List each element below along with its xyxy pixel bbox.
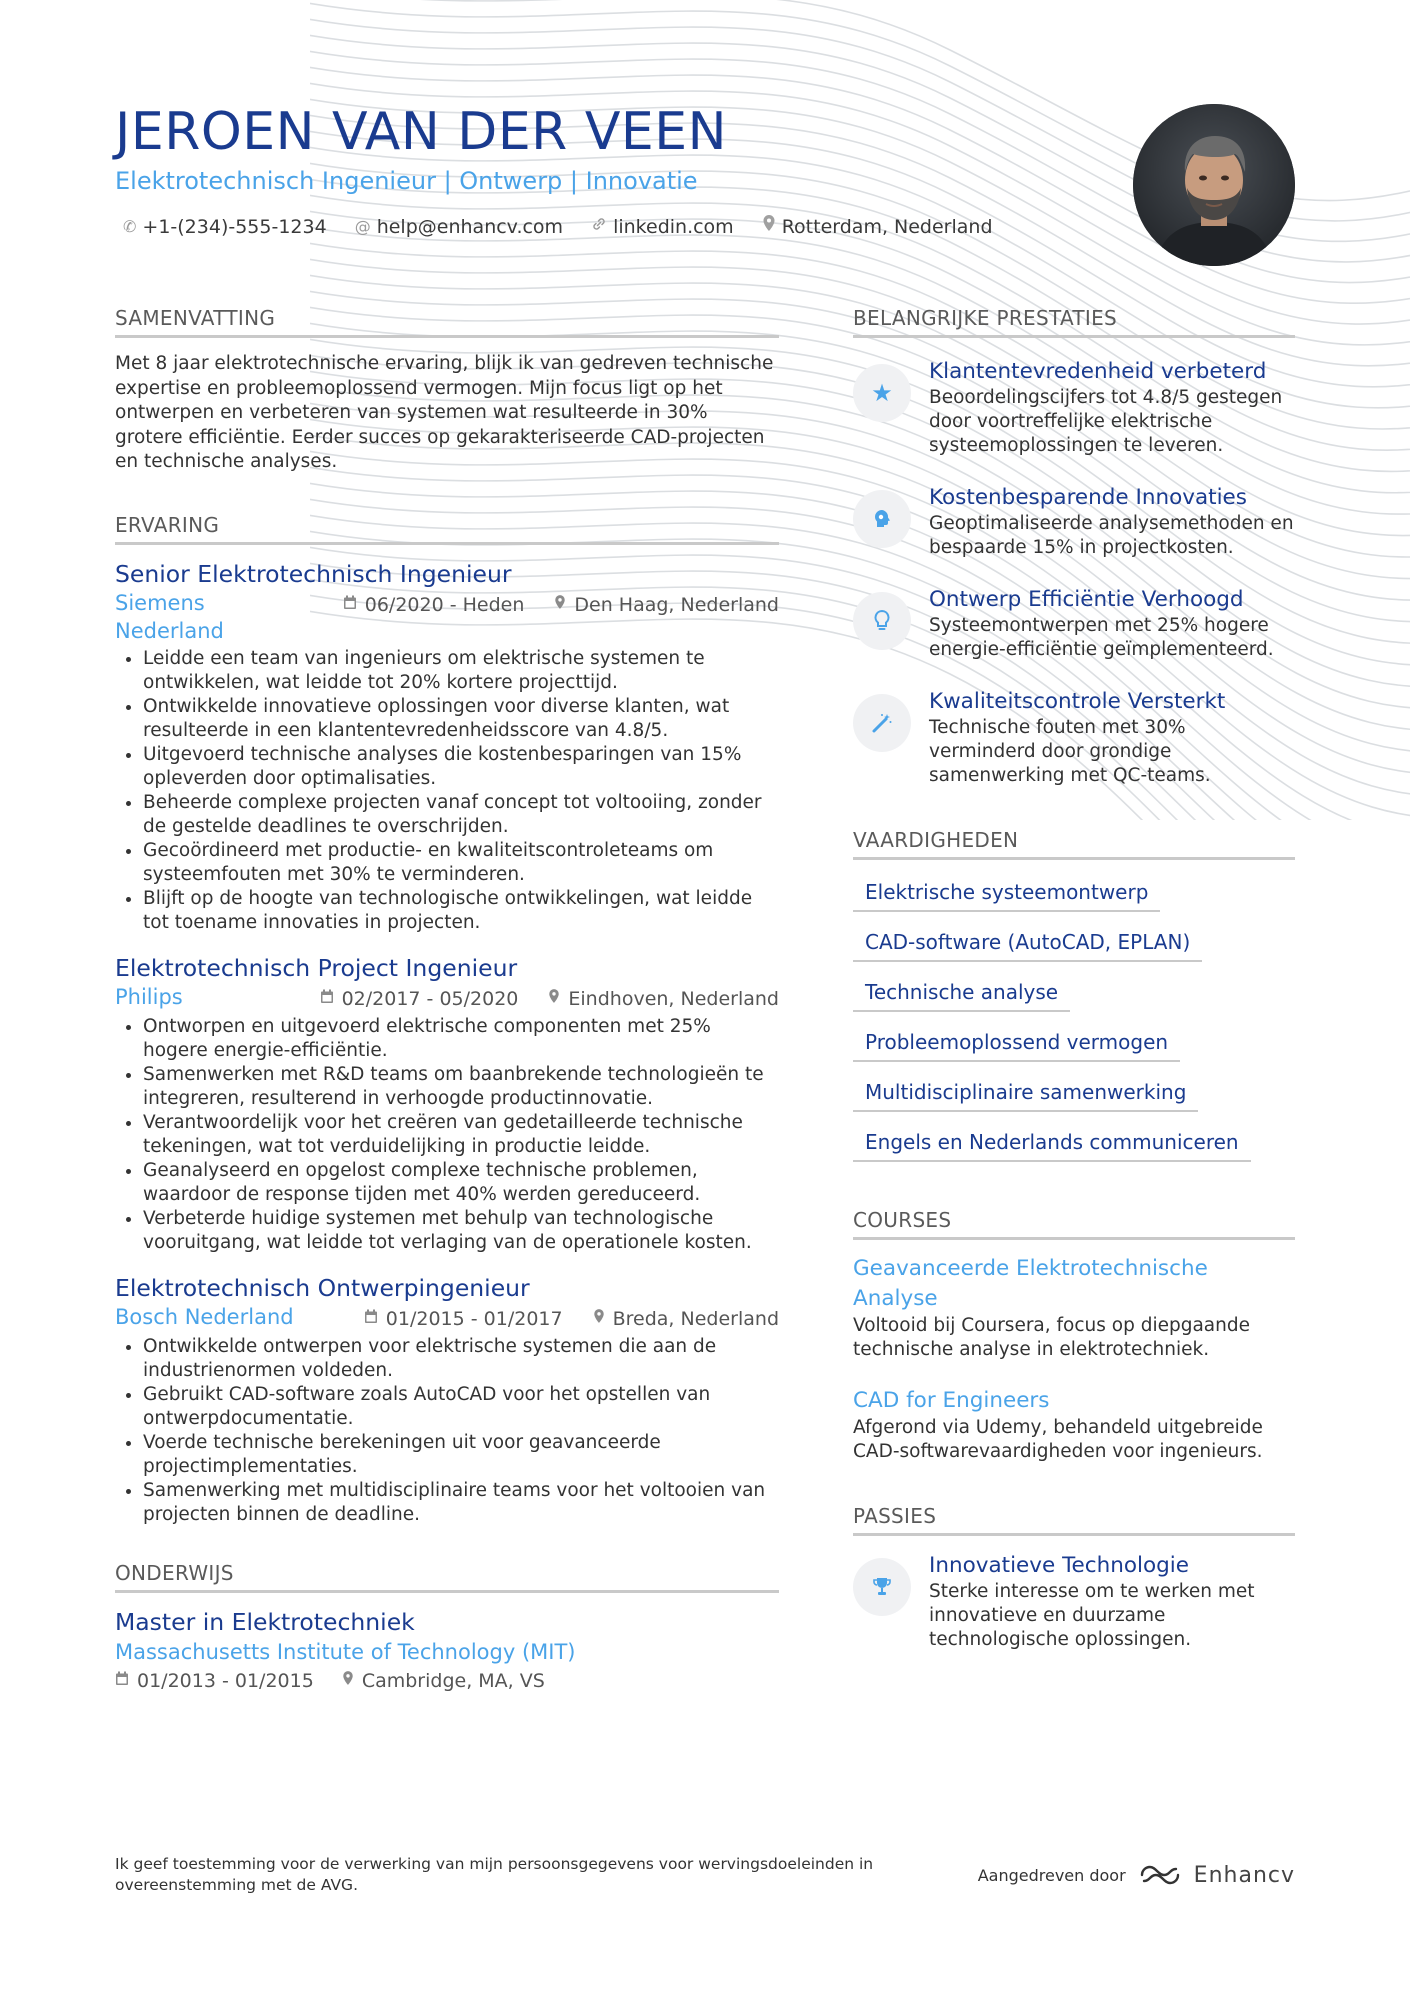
school-name: Massachusetts Institute of Technology (MIT) [115,1639,576,1664]
list-item: • Gebruikt CAD-software zoals AutoCAD voor het opstellen van ontwerpdocumentatie. [143,1383,779,1431]
passions-list [853,1552,1295,1652]
skill-tag: Elektrische systeemontwerp [853,874,1160,912]
courses-heading: COURSES [853,1208,1295,1240]
job-meta [115,1303,779,1333]
page-footer [115,1854,1295,1896]
company-name: Bosch Nederland [115,1304,294,1329]
calendar-icon [115,1667,129,1695]
summary-text: Met 8 jaar elektrotechnische ervaring, blijk ik van gedreven technische expertise en probleemoplossend vermogen. Mijn focus ligt op het ontwerpen en verbeteren van systemen wat resulteerde in 30% grotere efficiëntie. Eerder succes op gekarakteriseerde CAD-projecten en technische analyses. [115,353,774,472]
star-icon: ★ [853,364,911,422]
achievement-title: Klantentevredenheid verbeterd [929,359,1267,384]
phone-text: +1-(234)-555-1234 [142,216,327,238]
job-meta [115,983,779,1013]
skills-list [853,874,1295,1162]
map-pin-icon [342,1667,354,1695]
job-bullets [115,1335,779,1527]
left-column [115,306,779,1695]
skill-tag: Multidisciplinaire samenwerking [853,1074,1198,1112]
email-text: help@enhancv.com [376,216,564,238]
list-item: • Ontwikkelde innovatieve oplossingen voor diverse klanten, wat resulteerde in een klantentevredenheidsscore van 4.8/5. [143,695,779,743]
phone-icon: ✆ [123,217,137,236]
course-desc: Afgerond via Udemy, behandeld uitgebreide CAD-softwarevaardigheden voor ingenieurs. [853,1417,1263,1462]
map-pin-icon [554,591,566,619]
gdpr-consent: Ik geef toestemming voor de verwerking van mijn persoonsgegevens voor wervingsdoeleinden in overeenstemming met de AVG. [115,1855,874,1894]
job-dates [364,1305,563,1333]
job-location [593,1305,779,1333]
job-title: Senior Elektrotechnisch Ingenieur [115,559,512,588]
company-name: Philips [115,984,183,1009]
list-item: • Voerde technische berekeningen uit voor geavanceerde projectimplementaties. [143,1431,779,1479]
contact-email[interactable] [355,214,563,240]
experience-heading: ERVARING [115,513,779,545]
location-text: Rotterdam, Nederland [781,216,993,238]
list-item: • Geanalyseerd en opgelost complexe technische problemen, waardoor de response tijden met 40% werden gereduceerd. [143,1159,779,1207]
list-item: • Gecoördineerd met productie- en kwaliteitscontroleteams om systeemfouten met 30% te verminderen. [143,839,779,887]
achievement-desc: Technische fouten met 30% verminderd door grondige samenwerking met QC-teams. [929,717,1211,786]
powered-by-label: Aangedreven door [977,1865,1126,1885]
magic-wand-icon [853,694,911,752]
link-icon [591,214,607,240]
job-entry [115,1273,779,1527]
contact-linkedin[interactable] [591,214,734,240]
achievement-item [853,586,1295,662]
achievement-desc: Beoordelingscijfers tot 4.8/5 gestegen door voortreffelijke elektrische systeemoplossingen te leveren. [929,387,1283,456]
list-item: • Verantwoordelijk voor het creëren van gedetailleerde technische tekeningen, wat tot verduidelijking in productie leidde. [143,1111,779,1159]
achievement-item [853,688,1295,788]
passion-title: Innovatieve Technologie [929,1553,1189,1578]
education-dates-text: 01/2013 - 01/2015 [137,1669,314,1692]
passions-heading: PASSIES [853,1504,1295,1536]
job-location [548,985,779,1013]
achievement-desc: Systeemontwerpen met 25% hogere energie-efficiëntie geïmplementeerd. [929,615,1274,660]
calendar-icon [364,1305,378,1333]
job-location-text: Breda, Nederland [612,1307,779,1330]
linkedin-text: linkedin.com [613,216,734,238]
achievement-title: Kwaliteitscontrole Versterkt [929,689,1226,714]
map-pin-icon [762,214,776,240]
skill-tag: Technische analyse [853,974,1070,1012]
education-heading: ONDERWIJS [115,1561,779,1593]
lightbulb-icon [853,592,911,650]
contact-phone[interactable] [123,214,327,240]
skill-tag: CAD-software (AutoCAD, EPLAN) [853,924,1202,962]
job-dates-text: 06/2020 - Heden [364,593,525,616]
achievement-item [853,358,1295,458]
job-dates-text: 01/2015 - 01/2017 [385,1307,563,1330]
achievements-list [853,358,1295,788]
education-section [115,1561,779,1695]
job-bullets [115,1015,779,1255]
job-meta [115,589,779,645]
job-entry [115,953,779,1255]
job-entry [115,559,779,935]
degree-title: Master in Elektrotechniek [115,1607,415,1636]
course-item [853,1386,1295,1464]
powered-by[interactable] [978,1863,1295,1888]
job-title: Elektrotechnisch Project Ingenieur [115,953,518,982]
profile-photo [1133,104,1295,266]
right-column [853,306,1295,1678]
course-title: CAD for Engineers [853,1388,1050,1413]
list-item: • Samenwerking met multidisciplinaire teams voor het voltooien van projecten binnen de deadline. [143,1479,779,1527]
job-dates [343,591,525,619]
achievement-title: Kostenbesparende Innovaties [929,485,1247,510]
map-pin-icon [593,1305,605,1333]
brain-icon [853,490,911,548]
calendar-icon [343,591,357,619]
passion-desc: Sterke interesse om te werken met innovatieve en duurzame technologische oplossingen. [929,1581,1255,1650]
candidate-subtitle: Elektrotechnisch Ingenieur | Ontwerp | Innovatie [115,167,698,195]
list-item: • Samenwerken met R&D teams om baanbrekende technologieën te integreren, resulterend in verhoogde productinnovatie. [143,1063,779,1111]
list-item: • Ontworpen en uitgevoerd elektrische componenten met 25% hogere energie-efficiëntie. [143,1015,779,1063]
education-dates [115,1667,314,1695]
summary-heading: SAMENVATTING [115,306,779,338]
education-meta [115,1667,779,1695]
brand-name: Enhancv [1193,1862,1295,1888]
contact-bar [123,214,993,240]
achievement-desc: Geoptimaliseerde analysemethoden en bespaarde 15% in projectkosten. [929,513,1294,558]
job-location-text: Eindhoven, Nederland [568,987,779,1010]
education-location-text: Cambridge, MA, VS [361,1669,545,1692]
candidate-name: JEROEN VAN DER VEEN [115,102,728,162]
course-title: Geavanceerde Elektrotechnische Analyse [853,1256,1208,1311]
courses-list [853,1254,1295,1464]
course-item [853,1254,1295,1362]
achievement-item [853,484,1295,560]
contact-location [762,214,993,240]
achievement-title: Ontwerp Efficiëntie Verhoogd [929,587,1244,612]
list-item: • Blijft op de hoogte van technologische ontwikkelingen, wat leidde tot toename innovaties in projecten. [143,887,779,935]
job-location [554,591,779,619]
company-name: Siemens Nederland [115,590,224,643]
achievements-heading: BELANGRIJKE PRESTATIES [853,306,1295,338]
list-item: • Uitgevoerd technische analyses die kostenbesparingen van 15% opleverden door optimalisaties. [143,743,779,791]
course-desc: Voltooid bij Coursera, focus op diepgaande technische analyse in elektrotechniek. [853,1315,1250,1360]
job-bullets [115,647,779,935]
at-icon: @ [354,217,371,236]
list-item: • Ontwikkelde ontwerpen voor elektrische systemen die aan de industrienormen voldeden. [143,1335,779,1383]
job-location-text: Den Haag, Nederland [574,593,779,616]
list-item: • Leidde een team van ingenieurs om elektrische systemen te ontwikkelen, wat leidde tot 20% kortere projecttijd. [143,647,779,695]
skills-heading: VAARDIGHEDEN [853,828,1295,860]
job-dates-text: 02/2017 - 05/2020 [341,987,519,1010]
passion-item [853,1552,1295,1652]
skill-tag: Probleemoplossend vermogen [853,1024,1180,1062]
enhancv-logo-icon [1138,1863,1182,1887]
list-item: • Verbeterde huidige systemen met behulp van technologische vooruitgang, wat leidde tot verlaging van de operationele kosten. [143,1207,779,1255]
trophy-icon [853,1558,911,1616]
job-title: Elektrotechnisch Ontwerpingenieur [115,1273,530,1302]
calendar-icon [320,985,334,1013]
list-item: • Beheerde complexe projecten vanaf concept tot voltooiing, zonder de gestelde deadlines te overschrijden. [143,791,779,839]
map-pin-icon [548,985,560,1013]
skill-tag: Engels en Nederlands communiceren [853,1124,1251,1162]
education-location [342,1667,545,1695]
job-dates [320,985,519,1013]
